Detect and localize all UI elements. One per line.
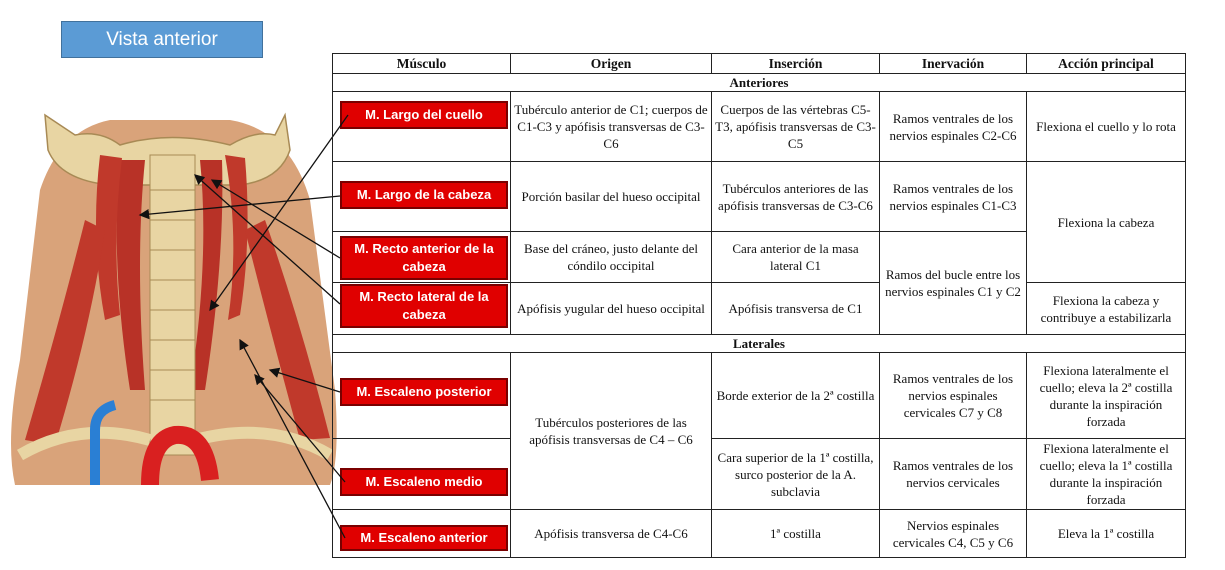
table-row [333, 510, 1186, 558]
cell-inervacion: Nervios espinales cervicales C4, C5 y C6 [880, 510, 1027, 558]
section-laterales: Laterales [333, 335, 1186, 353]
cell-insercion: Cara anterior de la masa lateral C1 [712, 232, 880, 283]
cell-musculo [333, 439, 511, 510]
cell-inervacion: Ramos ventrales de los nervios cervicales [880, 439, 1027, 510]
cell-inervacion: Ramos ventrales de los nervios espinales cervicales C7 y C8 [880, 353, 1027, 439]
cell-inervacion: Ramos ventrales de los nervios espinales C1-C3 [880, 162, 1027, 232]
table-header-row [333, 54, 1186, 74]
cell-origen: Apófisis transversa de C4-C6 [511, 510, 712, 558]
cell-insercion: Borde exterior de la 2ª costilla [712, 353, 880, 439]
cell-accion: Flexiona la cabeza y contribuye a estabilizarla [1027, 283, 1186, 335]
cell-insercion: 1ª costilla [712, 510, 880, 558]
cell-accion: Flexiona lateralmente el cuello; eleva la 1ª costilla durante la inspiración forzada [1027, 439, 1186, 510]
cell-accion: Eleva la 1ª costilla [1027, 510, 1186, 558]
cell-origen: Tubérculos posteriores de las apófisis transversas de C4 – C6 [511, 353, 712, 510]
table-row [333, 353, 1186, 439]
header-inervacion: Inervación [880, 54, 1027, 74]
cell-origen: Base del cráneo, justo delante del cóndilo occipital [511, 232, 712, 283]
muscle-table [332, 53, 1186, 558]
label-escaleno-anterior: M. Escaleno anterior [340, 525, 508, 551]
header-musculo: Músculo [333, 54, 511, 74]
cell-accion: Flexiona lateralmente el cuello; eleva la 2ª costilla durante la inspiración forzada [1027, 353, 1186, 439]
neck-anatomy-illustration [0, 60, 345, 490]
cell-accion: Flexiona la cabeza [1027, 162, 1186, 283]
cell-inervacion: Ramos ventrales de los nervios espinales C2-C6 [880, 92, 1027, 162]
table-row [333, 162, 1186, 232]
cell-accion: Flexiona el cuello y lo rota [1027, 92, 1186, 162]
cell-musculo [333, 510, 511, 558]
cell-musculo [333, 232, 511, 283]
table-row [333, 92, 1186, 162]
cell-insercion: Tubérculos anteriores de las apófisis transversas de C3-C6 [712, 162, 880, 232]
cell-musculo [333, 353, 511, 439]
header-origen: Origen [511, 54, 712, 74]
cell-musculo [333, 162, 511, 232]
cell-insercion: Cara superior de la 1ª costilla, surco posterior de la A. subclavia [712, 439, 880, 510]
cell-insercion: Cuerpos de las vértebras C5-T3, apófisis transversas de C3-C5 [712, 92, 880, 162]
table-row [333, 283, 1186, 335]
cell-insercion: Apófisis transversa de C1 [712, 283, 880, 335]
cell-origen: Tubérculo anterior de C1; cuerpos de C1-C3 y apófisis transversas de C3-C6 [511, 92, 712, 162]
header-accion: Acción principal [1027, 54, 1186, 74]
cell-origen: Apófisis yugular del hueso occipital [511, 283, 712, 335]
cell-musculo [333, 283, 511, 335]
cell-inervacion: Ramos del bucle entre los nervios espinales C1 y C2 [880, 232, 1027, 335]
label-largo-de-la-cabeza: M. Largo de la cabeza [340, 181, 508, 209]
cell-musculo [333, 92, 511, 162]
cell-origen: Porción basilar del hueso occipital [511, 162, 712, 232]
section-anteriores: Anteriores [333, 74, 1186, 92]
header-insercion: Inserción [712, 54, 880, 74]
vertebral-column [150, 155, 195, 455]
label-recto-lateral-cabeza: M. Recto lateral de la cabeza [340, 284, 508, 328]
view-title: Vista anterior [61, 21, 263, 58]
label-escaleno-medio: M. Escaleno medio [340, 468, 508, 496]
label-recto-anterior-cabeza: M. Recto anterior de la cabeza [340, 236, 508, 280]
table-row [333, 439, 1186, 510]
label-largo-del-cuello: M. Largo del cuello [340, 101, 508, 129]
label-escaleno-posterior: M. Escaleno posterior [340, 378, 508, 406]
